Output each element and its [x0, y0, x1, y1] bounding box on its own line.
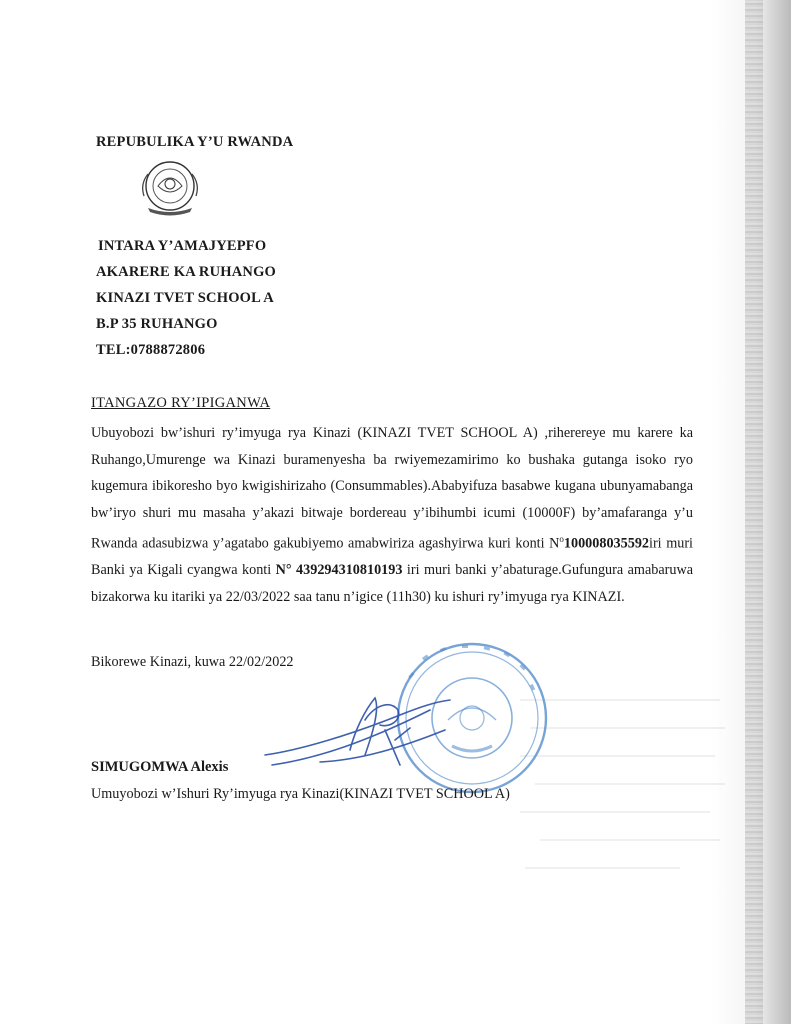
account-2-label: N° — [275, 562, 292, 579]
body-text-part-3: iri muri banki y’abaturage.Gufungura amabaruwa bizakorwa ku itariki ya 22/03/2022 saa tanu n’igice (11h30) ku ishuri ry’imyuga rya KINAZI. — [91, 562, 694, 605]
account-number-1: 100008035592 — [563, 535, 650, 552]
announcement-body — [91, 420, 693, 610]
rwanda-coat-of-arms-icon — [134, 156, 206, 220]
signer-name: SIMUGOMWA Alexis — [91, 759, 229, 775]
po-box-line: B.P 35 RUHANGO — [96, 316, 218, 332]
account-number-2: 439294310810193 — [296, 562, 403, 579]
republic-heading: REPUBULIKA Y’U RWANDA — [96, 134, 294, 150]
province-line: INTARA Y’AMAJYEPFO — [98, 238, 267, 254]
ordinal-marker: o — [559, 534, 564, 544]
body-text-part-1: Ubuyobozi bw’ishuri ry’imyuga rya Kinazi (KINAZI TVET SCHOOL A) ,riherereye mu karere ka Ruhango,Umurenge wa Kinazi buramenyesha ba rwiyemezamirimo ko bushaka gutanga isoko ryo kugemura ibikoresho byo kwigishirizaho (Consummables).Ababyifuza basabwe kugana ubunyamabanga bw’iryo shuri mu masaha y’akazi bitwaje bordereau y’ibihumbi icumi (10000F) by’amafaranga y’u Rwanda adasubizwa y’agatabo gakubiyemo amabwiriza agashyirwa kuri konti N — [91, 425, 693, 552]
signer-title: Umuyobozi w’Ishuri Ry’imyuga rya Kinazi(KINAZI TVET SCHOOL A) — [91, 786, 510, 802]
announcement-title: ITANGAZO RY’IPIGANWA — [91, 395, 271, 411]
telephone-line: TEL:0788872806 — [96, 342, 206, 358]
signed-place-date: Bikorewe Kinazi, kuwa 22/02/2022 — [91, 654, 294, 670]
school-line: KINAZI TVET SCHOOL A — [96, 290, 274, 306]
body-text-part-2: iri muri Banki ya Kigali cyangwa konti — [91, 535, 693, 579]
district-line: AKARERE KA RUHANGO — [96, 264, 277, 280]
handwritten-signature — [260, 680, 460, 780]
